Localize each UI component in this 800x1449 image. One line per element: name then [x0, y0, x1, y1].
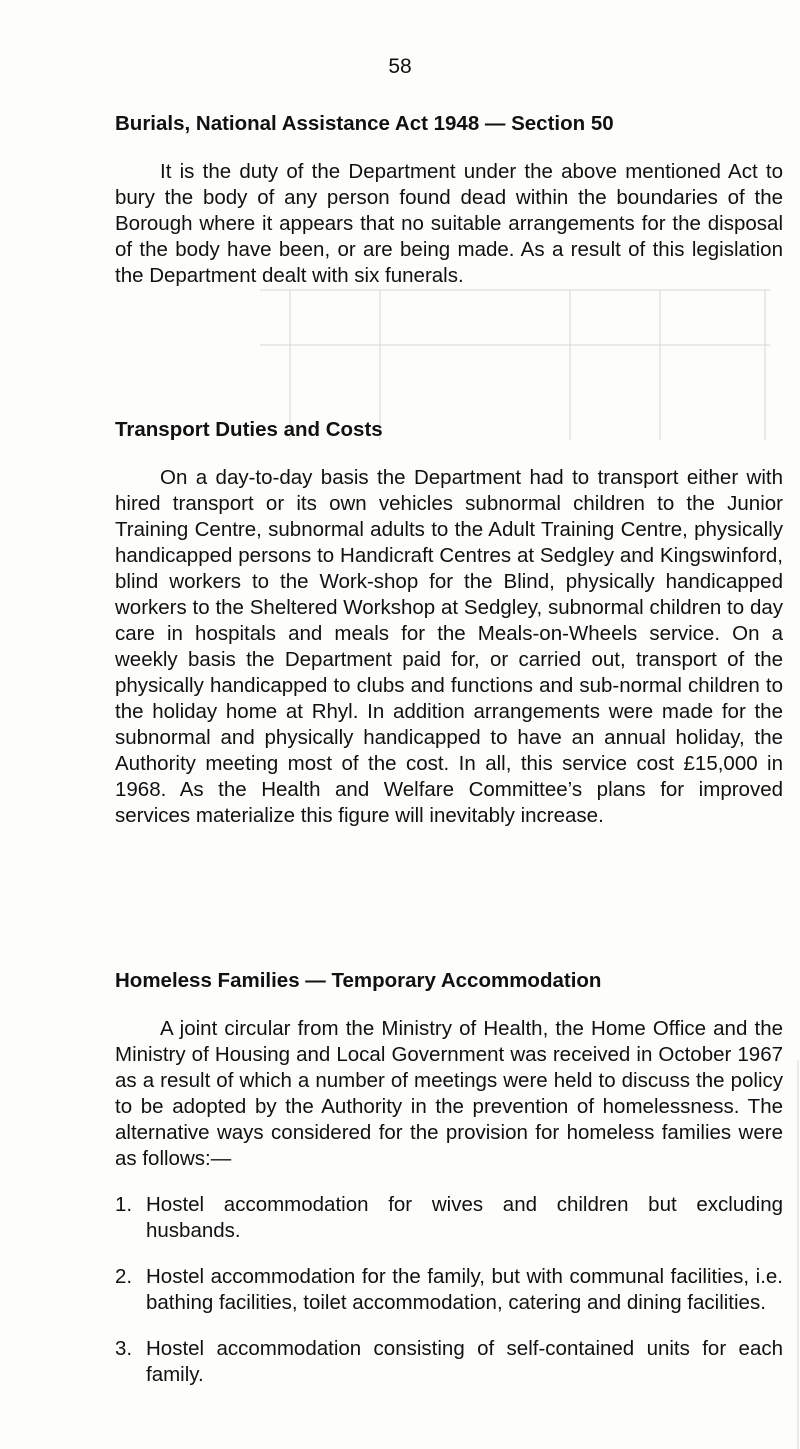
list-item — [115, 1264, 783, 1316]
list-item-number: 2. — [115, 1265, 133, 1288]
section-heading-homeless: Homeless Families — Temporary Accommodation — [115, 969, 602, 992]
section-heading-transport: Transport Duties and Costs — [115, 418, 383, 441]
section-transport — [115, 417, 783, 829]
list-item-number: 3. — [115, 1337, 133, 1360]
accommodation-options-list — [115, 1192, 783, 1388]
list-item — [115, 1192, 783, 1244]
paragraph-transport: On a day-to-day basis the Department had to transport either with hired transport or its own vehicles subnormal children to the Junior Training Centre, subnormal adults to the Adult Training Centre, physically handicapped persons to Handicraft Centres at Sedgley and Kingswinford, blind workers to the Work-shop for the Blind, physically handicapped workers to the Sheltered Workshop at Sedgley, subnormal children to day care in hospitals and meals for the Meals-on-Wheels service. On a weekly basis the Department paid for, or carried out, transport of the physically handicapped to clubs and functions and sub-normal children to the holiday home at Rhyl. In addition arrangements were made for the subnormal and physically handicapped to have an annual holiday, the Authority meeting most of the cost. In all, this service cost £15,000 in 1968. As the Health and Welfare Committee’s plans for improved services materialize this figure will inevitably increase. — [115, 466, 783, 827]
section-burials — [115, 111, 783, 289]
list-item-text: Hostel accommodation for wives and children but excluding husbands. — [146, 1193, 783, 1242]
paragraph-homeless: A joint circular from the Ministry of Health, the Home Office and the Ministry of Housing and Local Government was received in October 1967 as a result of which a number of meetings were held to discuss the policy to be adopted by the Authority in the prevention of homelessness. The alternative ways considered for the provision for homeless families were as follows:— — [115, 1017, 783, 1170]
page-number: 58 — [388, 55, 412, 78]
paragraph-burials: It is the duty of the Department under the above mentioned Act to bury the body of any person found dead within the boundaries of the Borough where it appears that no suitable arrangements for the disposal of the body have been, or are being made. As a result of this legislation the Department dealt with six funerals. — [115, 160, 783, 287]
list-item-text: Hostel accommodation consisting of self-contained units for each family. — [146, 1337, 783, 1386]
list-item-number: 1. — [115, 1193, 133, 1216]
list-item-text: Hostel accommodation for the family, but with communal facilities, i.e. bathing facilities, toilet accommodation, catering and dining facilities. — [146, 1265, 783, 1314]
section-heading-burials: Burials, National Assistance Act 1948 — Section 50 — [115, 112, 614, 135]
list-item — [115, 1336, 783, 1388]
section-homeless-families — [115, 968, 783, 1408]
